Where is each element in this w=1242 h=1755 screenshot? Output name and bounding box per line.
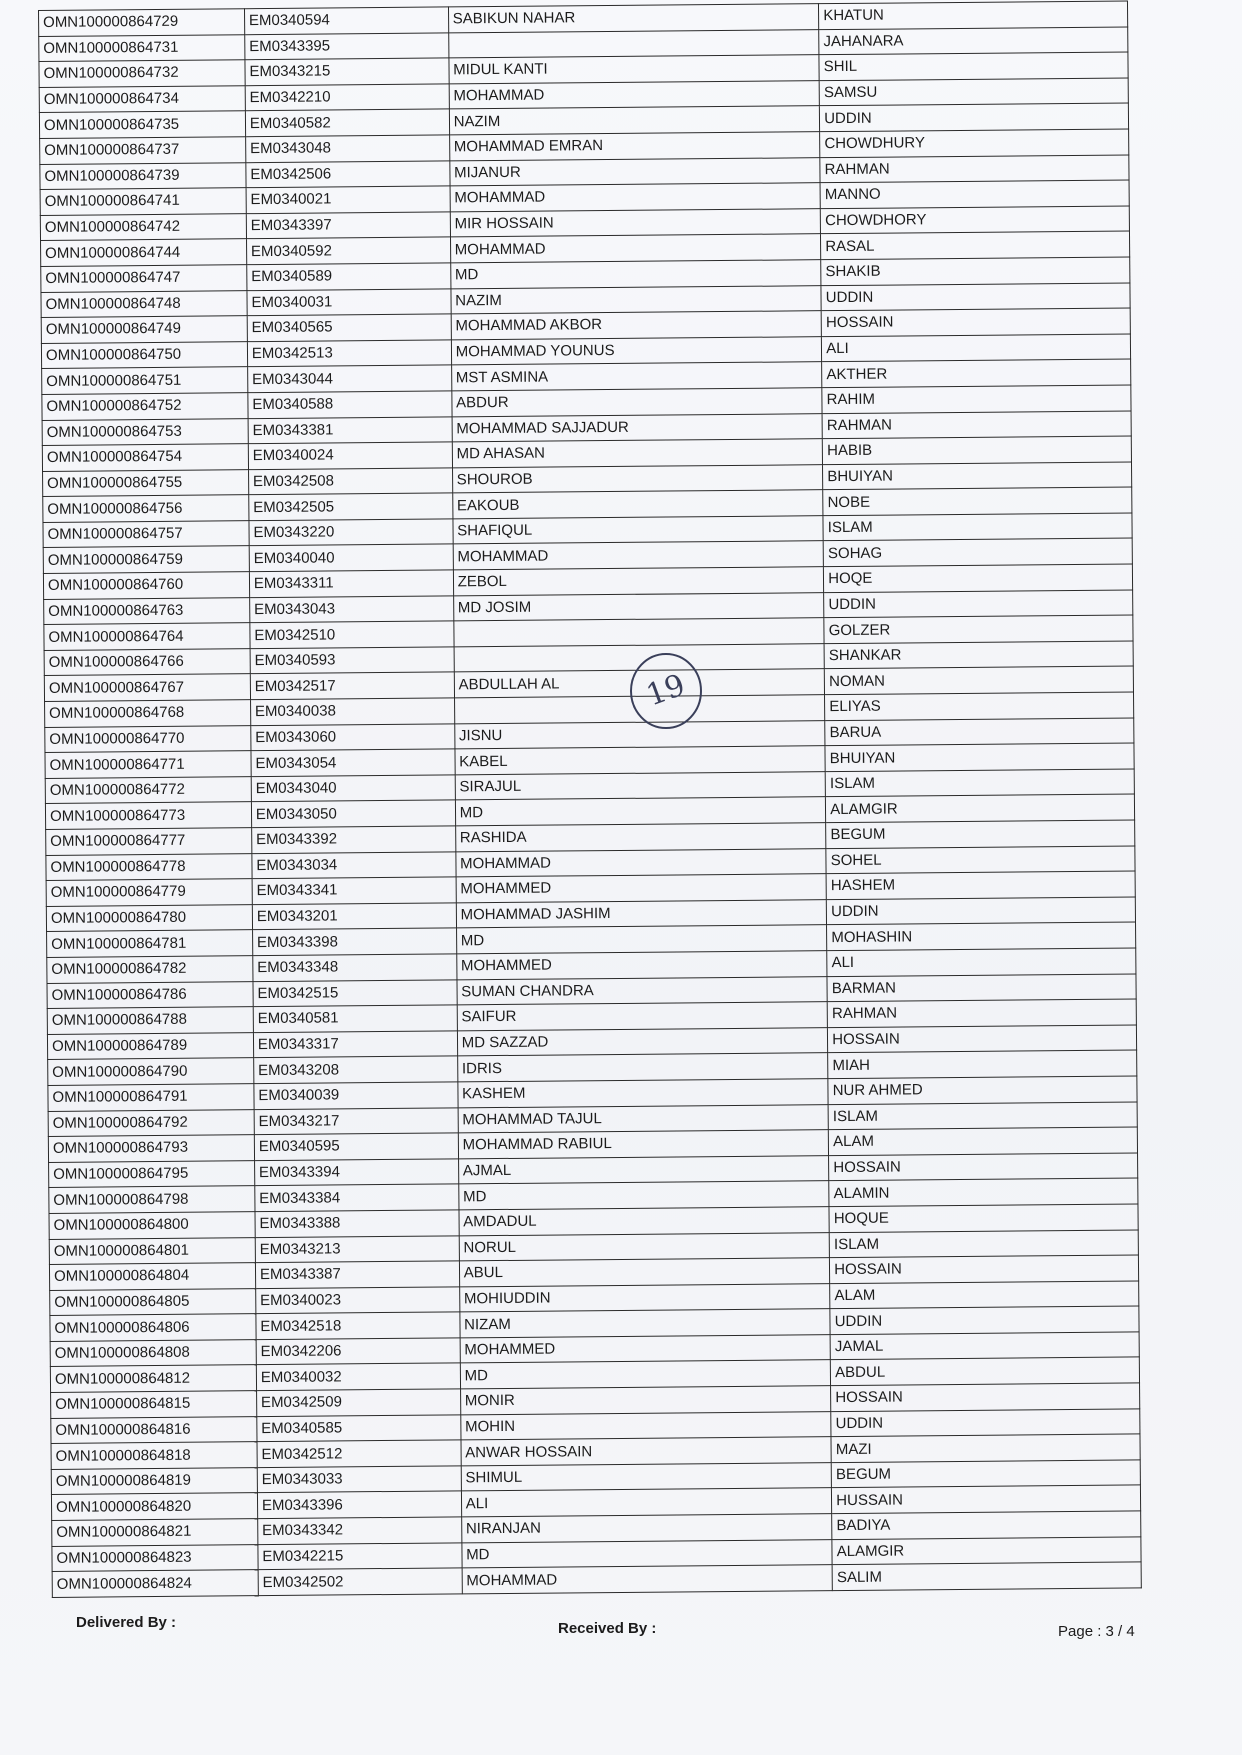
- reference-cell: OMN100000864780: [46, 904, 252, 931]
- handwritten-page-mark: [626, 650, 706, 732]
- employee-id-cell: EM0343034: [252, 851, 456, 878]
- given-name-cell: NIRANJAN: [461, 1514, 832, 1543]
- employee-id-cell: EM0343398: [252, 928, 456, 955]
- surname-cell: NOMAN: [824, 666, 1133, 694]
- given-name-cell: MOHAMMAD SAJJADUR: [452, 413, 823, 442]
- surname-cell: JAHANARA: [819, 27, 1128, 55]
- surname-cell: ISLAM: [823, 513, 1132, 541]
- surname-cell: SHIL: [819, 52, 1128, 80]
- employee-id-cell: EM0342215: [258, 1542, 462, 1569]
- reference-cell: OMN100000864800: [49, 1212, 255, 1239]
- surname-cell: BARMAN: [827, 974, 1136, 1002]
- surname-cell: CHOWDHORY: [820, 206, 1129, 234]
- employee-id-cell: EM0343341: [252, 877, 456, 904]
- employee-id-cell: EM0342505: [249, 493, 453, 520]
- given-name-cell: MOHAMMED: [456, 874, 827, 903]
- reference-cell: OMN100000864806: [50, 1314, 256, 1341]
- surname-cell: HOSSAIN: [821, 308, 1130, 336]
- given-name-cell: MD: [458, 1181, 829, 1210]
- given-name-cell: NIZAM: [460, 1309, 831, 1338]
- employee-id-cell: EM0343388: [255, 1210, 459, 1237]
- surname-cell: ALAMGIR: [832, 1537, 1141, 1565]
- reference-cell: OMN100000864782: [47, 956, 253, 983]
- employee-id-cell: EM0340023: [256, 1287, 460, 1314]
- surname-cell: ALI: [827, 948, 1136, 976]
- reference-cell: OMN100000864772: [45, 776, 251, 803]
- employee-id-cell: EM0343043: [249, 596, 453, 623]
- reference-cell: OMN100000864747: [41, 265, 247, 292]
- surname-cell: ALAMIN: [829, 1178, 1138, 1206]
- surname-cell: SALIM: [832, 1562, 1141, 1590]
- given-name-cell: MOHIUDDIN: [459, 1283, 830, 1312]
- reference-cell: OMN100000864732: [39, 60, 245, 87]
- employee-id-cell: EM0343201: [252, 903, 456, 930]
- surname-cell: UDDIN: [824, 590, 1133, 618]
- reference-cell: OMN100000864788: [47, 1007, 253, 1034]
- employee-id-cell: EM0342210: [245, 84, 449, 111]
- employee-id-cell: EM0340024: [248, 442, 452, 469]
- given-name-cell: SABIKUN NAHAR: [448, 4, 819, 33]
- given-name-cell: MOHAMMAD: [453, 541, 824, 570]
- given-name-cell: MOHAMMAD: [450, 183, 821, 212]
- reference-cell: OMN100000864815: [51, 1391, 257, 1418]
- employee-id-cell: EM0342515: [253, 979, 457, 1006]
- roster-table-wrap: [38, 0, 1142, 1597]
- given-name-cell: MD SAZZAD: [457, 1027, 828, 1056]
- given-name-cell: MIJANUR: [449, 157, 820, 186]
- given-name-cell: ZEBOL: [453, 567, 824, 596]
- given-name-cell: MOHAMMAD JASHIM: [456, 899, 827, 928]
- reference-cell: OMN100000864750: [41, 341, 247, 368]
- surname-cell: HOSSAIN: [831, 1383, 1140, 1411]
- surname-cell: RASAL: [821, 231, 1130, 259]
- employee-id-cell: EM0340589: [247, 263, 451, 290]
- surname-cell: ALAM: [830, 1281, 1139, 1309]
- reference-cell: OMN100000864773: [45, 802, 251, 829]
- surname-cell: SAMSU: [819, 78, 1128, 106]
- reference-cell: OMN100000864781: [47, 930, 253, 957]
- surname-cell: HOSSAIN: [828, 1025, 1137, 1053]
- surname-cell: ELIYAS: [825, 692, 1134, 720]
- given-name-cell: MD: [462, 1539, 833, 1568]
- surname-cell: RAHMAN: [822, 410, 1131, 438]
- given-name-cell: RASHIDA: [455, 823, 826, 852]
- surname-cell: MOHASHIN: [827, 922, 1136, 950]
- given-name-cell: NAZIM: [449, 106, 820, 135]
- employee-id-cell: EM0340595: [254, 1133, 458, 1160]
- given-name-cell: MOHAMMAD: [456, 848, 827, 877]
- given-name-cell: SUMAN CHANDRA: [457, 976, 828, 1005]
- given-name-cell: MOHAMMAD YOUNUS: [451, 336, 822, 365]
- reference-cell: OMN100000864820: [51, 1493, 257, 1520]
- given-name-cell: ANWAR HOSSAIN: [461, 1437, 832, 1466]
- surname-cell: ABDUL: [831, 1357, 1140, 1385]
- employee-id-cell: EM0342206: [256, 1338, 460, 1365]
- reference-cell: OMN100000864770: [45, 725, 251, 752]
- given-name-cell: ABDULLAH AL: [454, 669, 825, 698]
- surname-cell: HOSSAIN: [830, 1255, 1139, 1283]
- reference-cell: OMN100000864816: [51, 1416, 257, 1443]
- given-name-cell: MOHAMMAD TAJUL: [458, 1104, 829, 1133]
- surname-cell: KHATUN: [819, 1, 1128, 29]
- reference-cell: OMN100000864734: [39, 85, 245, 112]
- employee-id-cell: EM0342502: [258, 1568, 462, 1595]
- given-name-cell: AJMAL: [458, 1155, 829, 1184]
- employee-id-cell: EM0343396: [257, 1491, 461, 1518]
- reference-cell: OMN100000864824: [52, 1570, 258, 1597]
- surname-cell: AKTHER: [822, 359, 1131, 387]
- reference-cell: OMN100000864753: [42, 418, 248, 445]
- surname-cell: JAMAL: [830, 1332, 1139, 1360]
- given-name-cell: MOHIN: [460, 1411, 831, 1440]
- employee-id-cell: EM0343348: [253, 954, 457, 981]
- reference-cell: OMN100000864768: [45, 700, 251, 727]
- surname-cell: UDDIN: [831, 1409, 1140, 1437]
- employee-id-cell: EM0343033: [257, 1466, 461, 1493]
- given-name-cell: MONIR: [460, 1386, 831, 1415]
- employee-id-cell: EM0340032: [256, 1363, 460, 1390]
- reference-cell: OMN100000864767: [44, 674, 250, 701]
- given-name-cell: MOHAMMAD EMRAN: [449, 132, 820, 161]
- given-name-cell: MD: [460, 1360, 831, 1389]
- surname-cell: BARUA: [825, 718, 1134, 746]
- surname-cell: RAHIM: [822, 385, 1131, 413]
- reference-cell: OMN100000864737: [40, 137, 246, 164]
- reference-cell: OMN100000864795: [49, 1160, 255, 1187]
- reference-cell: OMN100000864786: [47, 981, 253, 1008]
- given-name-cell: MOHAMMAD: [449, 80, 820, 109]
- surname-cell: BHUIYAN: [823, 462, 1132, 490]
- given-name-cell: KABEL: [455, 746, 826, 775]
- employee-id-cell: EM0343397: [246, 212, 450, 239]
- employee-id-cell: EM0343220: [249, 519, 453, 546]
- reference-cell: OMN100000864792: [48, 1109, 254, 1136]
- employee-id-cell: EM0343044: [247, 365, 451, 392]
- reference-cell: OMN100000864749: [41, 316, 247, 343]
- surname-cell: ALAMGIR: [826, 794, 1135, 822]
- given-name-cell: ABDUR: [451, 388, 822, 417]
- employee-id-cell: EM0343217: [254, 1107, 458, 1134]
- employee-id-cell: EM0343394: [254, 1159, 458, 1186]
- given-name-cell: JISNU: [454, 720, 825, 749]
- given-name-cell: ALI: [461, 1488, 832, 1517]
- given-name-cell: EAKOUB: [452, 490, 823, 519]
- roster-table: [38, 0, 1142, 1597]
- employee-id-cell: EM0342506: [246, 160, 450, 187]
- given-name-cell: SHOUROB: [452, 464, 823, 493]
- surname-cell: SHAKIB: [821, 257, 1130, 285]
- given-name-cell: NAZIM: [451, 285, 822, 314]
- employee-id-cell: EM0343387: [255, 1261, 459, 1288]
- given-name-cell: SHIMUL: [461, 1462, 832, 1491]
- employee-id-cell: EM0340581: [253, 1005, 457, 1032]
- reference-cell: OMN100000864771: [45, 751, 251, 778]
- reference-cell: OMN100000864804: [49, 1263, 255, 1290]
- employee-id-cell: EM0340039: [254, 1082, 458, 1109]
- employee-id-cell: EM0343040: [251, 775, 455, 802]
- given-name-cell: SHAFIQUL: [453, 516, 824, 545]
- reference-cell: OMN100000864805: [50, 1288, 256, 1315]
- reference-cell: OMN100000864742: [40, 213, 246, 240]
- surname-cell: SHANKAR: [824, 641, 1133, 669]
- employee-id-cell: EM0343208: [254, 1056, 458, 1083]
- employee-id-cell: EM0343060: [251, 724, 455, 751]
- given-name-cell: MD: [455, 797, 826, 826]
- employee-id-cell: EM0340585: [257, 1415, 461, 1442]
- surname-cell: MIAH: [828, 1050, 1137, 1078]
- reference-cell: OMN100000864741: [40, 188, 246, 215]
- employee-id-cell: EM0343050: [251, 800, 455, 827]
- reference-cell: OMN100000864751: [42, 367, 248, 394]
- employee-id-cell: EM0340592: [246, 237, 450, 264]
- employee-id-cell: EM0342508: [248, 468, 452, 495]
- reference-cell: OMN100000864801: [49, 1237, 255, 1264]
- employee-id-cell: EM0342517: [250, 672, 454, 699]
- employee-id-cell: EM0343381: [248, 416, 452, 443]
- surname-cell: CHOWDHURY: [820, 129, 1129, 157]
- surname-cell: UDDIN: [826, 897, 1135, 925]
- employee-id-cell: EM0340021: [246, 186, 450, 213]
- mark-text: 19: [641, 667, 690, 714]
- employee-id-cell: EM0340588: [248, 391, 452, 418]
- given-name-cell: MD JOSIM: [453, 592, 824, 621]
- given-name-cell: IDRIS: [457, 1053, 828, 1082]
- reference-cell: OMN100000864739: [40, 162, 246, 189]
- surname-cell: MAZI: [831, 1434, 1140, 1462]
- given-name-cell: SIRAJUL: [455, 771, 826, 800]
- reference-cell: OMN100000864759: [43, 546, 249, 573]
- surname-cell: HOQUE: [829, 1204, 1138, 1232]
- received-by-label: Received By :: [558, 1620, 657, 1637]
- given-name-cell: MIDUL KANTI: [449, 55, 820, 84]
- surname-cell: UDDIN: [830, 1306, 1139, 1334]
- reference-cell: OMN100000864744: [41, 239, 247, 266]
- given-name-cell: [448, 29, 819, 58]
- reference-cell: OMN100000864756: [43, 495, 249, 522]
- reference-cell: OMN100000864818: [51, 1442, 257, 1469]
- employee-id-cell: EM0340040: [249, 544, 453, 571]
- reference-cell: OMN100000864791: [48, 1084, 254, 1111]
- reference-cell: OMN100000864735: [39, 111, 245, 138]
- surname-cell: SOHAG: [823, 538, 1132, 566]
- given-name-cell: KASHEM: [458, 1079, 829, 1108]
- given-name-cell: MOHAMMED: [460, 1335, 831, 1364]
- employee-id-cell: EM0343384: [255, 1184, 459, 1211]
- given-name-cell: MOHAMMAD: [462, 1565, 833, 1594]
- reference-cell: OMN100000864755: [43, 469, 249, 496]
- reference-cell: OMN100000864778: [46, 853, 252, 880]
- surname-cell: MANNO: [820, 180, 1129, 208]
- surname-cell: ISLAM: [828, 1101, 1137, 1129]
- delivered-by-label: Delivered By :: [76, 1614, 177, 1631]
- given-name-cell: [454, 618, 825, 647]
- employee-id-cell: EM0343213: [255, 1235, 459, 1262]
- given-name-cell: SAIFUR: [457, 1002, 828, 1031]
- given-name-cell: MD: [456, 925, 827, 954]
- given-name-cell: MOHAMMAD RABIUL: [458, 1130, 829, 1159]
- reference-cell: OMN100000864798: [49, 1186, 255, 1213]
- reference-cell: OMN100000864777: [46, 828, 252, 855]
- reference-cell: OMN100000864752: [42, 393, 248, 420]
- roster-body: [39, 1, 1142, 1597]
- employee-id-cell: EM0343215: [245, 58, 449, 85]
- employee-id-cell: EM0343311: [249, 570, 453, 597]
- surname-cell: NOBE: [823, 487, 1132, 515]
- reference-cell: OMN100000864729: [39, 9, 245, 36]
- reference-cell: OMN100000864812: [50, 1365, 256, 1392]
- reference-cell: OMN100000864789: [47, 1032, 253, 1059]
- surname-cell: NUR AHMED: [828, 1076, 1137, 1104]
- surname-cell: HOQE: [824, 564, 1133, 592]
- employee-id-cell: EM0343054: [251, 749, 455, 776]
- surname-cell: HABIB: [822, 436, 1131, 464]
- employee-id-cell: EM0340031: [247, 288, 451, 315]
- employee-id-cell: EM0340038: [250, 698, 454, 725]
- employee-id-cell: EM0340582: [245, 109, 449, 136]
- surname-cell: HUSSAIN: [832, 1485, 1141, 1513]
- reference-cell: OMN100000864819: [51, 1467, 257, 1494]
- employee-id-cell: EM0342513: [247, 340, 451, 367]
- reference-cell: OMN100000864748: [41, 290, 247, 317]
- given-name-cell: NORUL: [459, 1232, 830, 1261]
- given-name-cell: MD: [450, 260, 821, 289]
- reference-cell: OMN100000864757: [43, 521, 249, 548]
- surname-cell: ISLAM: [829, 1229, 1138, 1257]
- reference-cell: OMN100000864790: [48, 1058, 254, 1085]
- employee-id-cell: EM0340594: [244, 7, 448, 34]
- reference-cell: OMN100000864766: [44, 649, 250, 676]
- surname-cell: BADIYA: [832, 1511, 1141, 1539]
- surname-cell: HOSSAIN: [829, 1153, 1138, 1181]
- employee-id-cell: EM0343392: [252, 826, 456, 853]
- reference-cell: OMN100000864808: [50, 1340, 256, 1367]
- given-name-cell: MOHAMMED: [456, 951, 827, 980]
- reference-cell: OMN100000864764: [44, 623, 250, 650]
- reference-cell: OMN100000864760: [43, 572, 249, 599]
- given-name-cell: MOHAMMAD: [450, 234, 821, 263]
- employee-id-cell: EM0340565: [247, 314, 451, 341]
- given-name-cell: MD AHASAN: [452, 439, 823, 468]
- reference-cell: OMN100000864823: [52, 1544, 258, 1571]
- employee-id-cell: EM0342510: [250, 621, 454, 648]
- page-number: Page : 3 / 4: [1058, 1623, 1135, 1640]
- surname-cell: ALI: [822, 334, 1131, 362]
- given-name-cell: AMDADUL: [459, 1207, 830, 1236]
- surname-cell: UDDIN: [820, 103, 1129, 131]
- employee-id-cell: EM0342512: [257, 1440, 461, 1467]
- reference-cell: OMN100000864779: [46, 879, 252, 906]
- reference-cell: OMN100000864793: [48, 1135, 254, 1162]
- employee-id-cell: EM0343048: [245, 135, 449, 162]
- given-name-cell: ABUL: [459, 1258, 830, 1287]
- employee-id-cell: EM0342518: [256, 1312, 460, 1339]
- reference-cell: OMN100000864731: [39, 34, 245, 61]
- given-name-cell: MIR HOSSAIN: [450, 208, 821, 237]
- employee-id-cell: EM0340593: [250, 647, 454, 674]
- given-name-cell: MST ASMINA: [451, 362, 822, 391]
- surname-cell: BHUIYAN: [825, 743, 1134, 771]
- employee-id-cell: EM0342509: [256, 1389, 460, 1416]
- reference-cell: OMN100000864763: [44, 597, 250, 624]
- employee-id-cell: EM0343317: [253, 1031, 457, 1058]
- employee-id-cell: EM0343342: [258, 1517, 462, 1544]
- surname-cell: SOHEL: [826, 846, 1135, 874]
- surname-cell: RAHMAN: [820, 155, 1129, 183]
- surname-cell: ALAM: [829, 1127, 1138, 1155]
- surname-cell: BEGUM: [831, 1460, 1140, 1488]
- employee-id-cell: EM0343395: [245, 33, 449, 60]
- surname-cell: HASHEM: [826, 871, 1135, 899]
- reference-cell: OMN100000864821: [52, 1519, 258, 1546]
- surname-cell: BEGUM: [826, 820, 1135, 848]
- surname-cell: UDDIN: [821, 283, 1130, 311]
- reference-cell: OMN100000864754: [42, 444, 248, 471]
- given-name-cell: MOHAMMAD AKBOR: [451, 311, 822, 340]
- surname-cell: RAHMAN: [827, 999, 1136, 1027]
- surname-cell: ISLAM: [825, 769, 1134, 797]
- surname-cell: GOLZER: [824, 615, 1133, 643]
